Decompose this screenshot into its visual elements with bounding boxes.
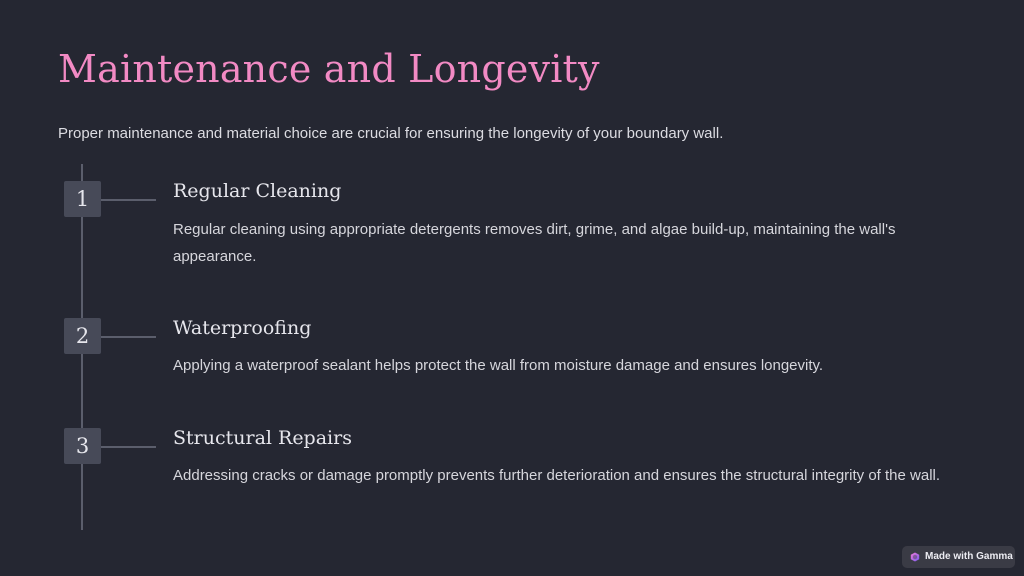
step-1-title: Regular Cleaning [173,180,342,202]
step-2-number: 2 [64,318,101,354]
badge-label: Made with Gamma [925,551,1013,562]
gamma-logo-icon [910,552,920,562]
intro-text: Proper maintenance and material choice are crucial for ensuring the longevity of your boundary wall. [58,125,724,142]
step-2-title: Waterproofing [173,317,312,339]
step-1-connector [101,199,156,201]
step-1-number: 1 [64,181,101,217]
step-3-description: Addressing cracks or damage promptly prevents further deterioration and ensures the structural integrity of the wall. [173,467,941,484]
step-3-number: 3 [64,428,101,464]
step-2-connector [101,336,156,338]
step-3-title: Structural Repairs [173,427,352,449]
step-2-description: Applying a waterproof sealant helps protect the wall from moisture damage and ensures longevity. [173,357,824,374]
step-3-connector [101,446,156,448]
step-1-description: Regular cleaning using appropriate detergents removes dirt, grime, and algae build-up, maintaining the wall's appearance. [173,221,896,265]
page-title: Maintenance and Longevity [58,47,600,91]
made-with-gamma-badge[interactable] [902,546,1015,568]
